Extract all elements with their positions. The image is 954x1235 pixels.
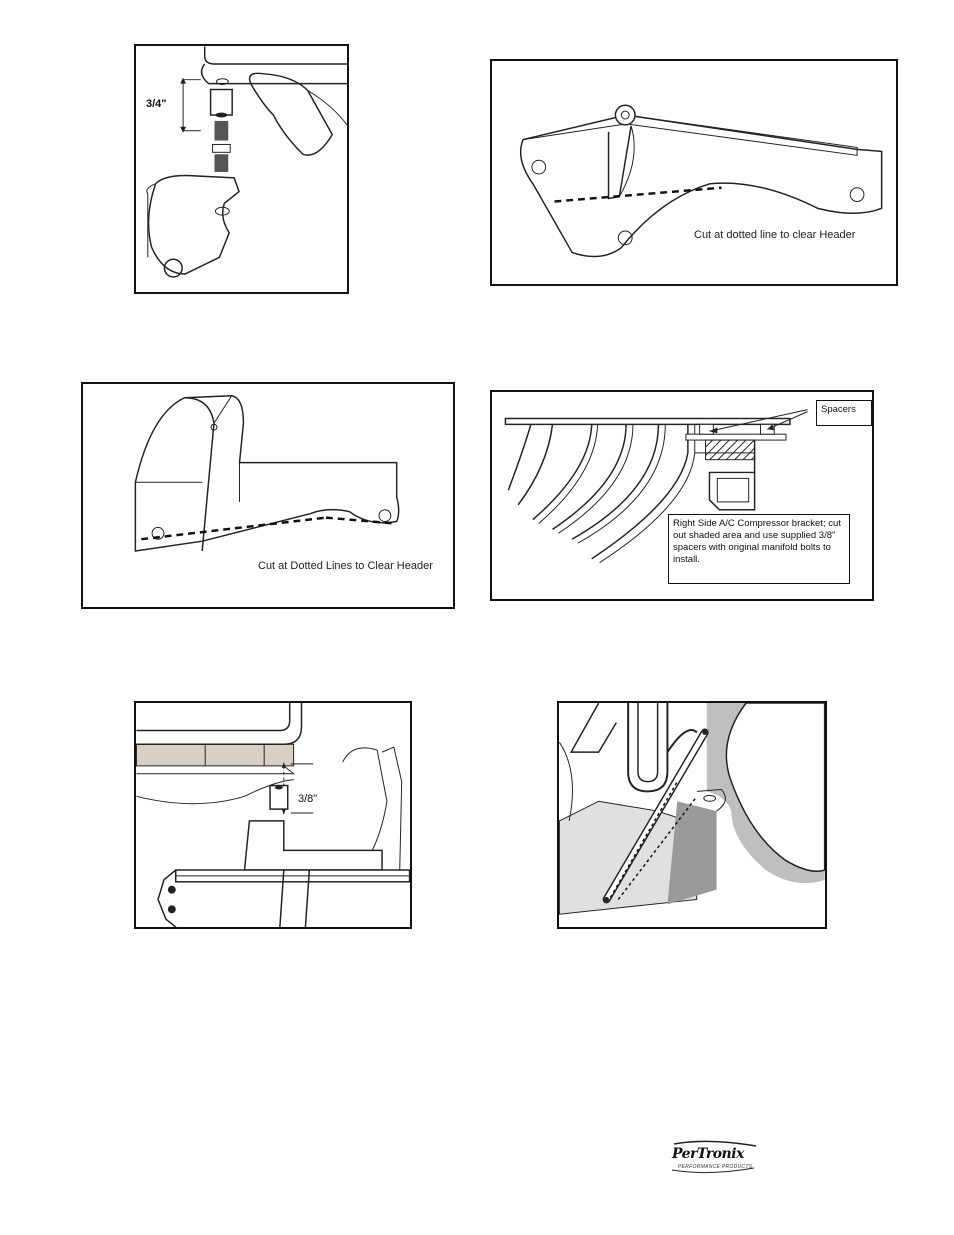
bracket-cut-caption-2: Cut at Dotted Lines to Clear Header bbox=[258, 560, 433, 572]
figure-ac-compressor-bracket bbox=[490, 390, 874, 601]
spacer-3-8-dimension-label: 3/8" bbox=[298, 793, 318, 805]
logo-wordmark: PerTronix bbox=[672, 1146, 744, 1162]
figure-bracket-cut-1 bbox=[490, 59, 898, 286]
bracket-cut-illustration-2 bbox=[83, 384, 453, 607]
pertronix-logo bbox=[668, 1140, 760, 1176]
figure-bracket-cut-2 bbox=[81, 382, 455, 609]
bracket-cut-illustration-1 bbox=[492, 61, 896, 284]
bracket-cut-caption-1: Cut at dotted line to clear Header bbox=[694, 229, 856, 241]
spacer-stack-illustration bbox=[136, 46, 347, 292]
logo-subtext: PERFORMANCE PRODUCTS bbox=[678, 1164, 753, 1170]
figure-header-routing bbox=[557, 701, 827, 929]
spacers-callout: Spacers bbox=[816, 400, 872, 426]
figure-spacer-3-8 bbox=[134, 701, 412, 929]
figure-spacer-stack bbox=[134, 44, 349, 294]
spacer-dimension-label: 3/4" bbox=[146, 98, 167, 110]
ac-bracket-note: Right Side A/C Compressor bracket; cut out shaded area and use supplied 3/8" spacers with original manifold bolts to install. bbox=[668, 514, 850, 584]
spacer-3-8-illustration bbox=[136, 703, 410, 927]
header-routing-illustration bbox=[559, 703, 825, 927]
